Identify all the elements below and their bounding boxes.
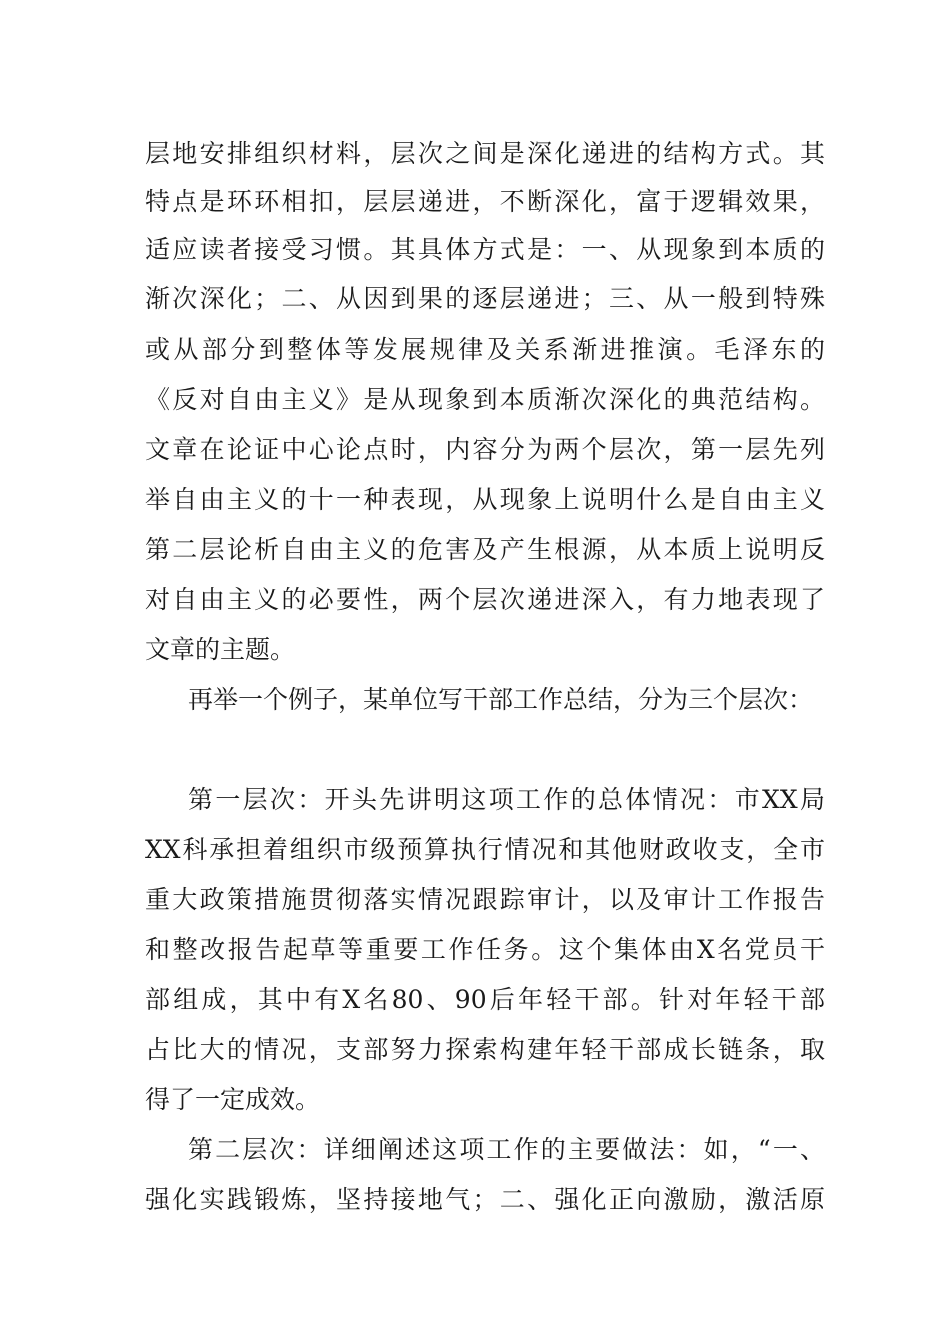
paragraph-line: 对自由主义的必要性，两个层次递进深入，有力地表现了 xyxy=(145,585,825,614)
paragraph-line-end: 文章的主题。 xyxy=(145,635,296,664)
paragraph-line: 重大政策措施贯彻落实情况跟踪审计，以及审计工作报告 xyxy=(145,885,825,914)
paragraph-line: 适应读者接受习惯。其具体方式是：一、从现象到本质的 xyxy=(145,235,825,264)
paragraph-line: 《反对自由主义》是从现象到本质渐次深化的典范结构。 xyxy=(145,385,825,414)
paragraph-line: 强化实践锻炼，坚持接地气；二、强化正向激励，激活原 xyxy=(145,1185,825,1214)
paragraph-line: 和整改报告起草等重要工作任务。这个集体由X名党员干 xyxy=(145,935,825,964)
paragraph-first-line: 第一层次：开头先讲明这项工作的总体情况：市XX局 xyxy=(188,785,825,814)
paragraph-line: XX科承担着组织市级预算执行情况和其他财政收支，全市 xyxy=(145,835,825,864)
paragraph-line: 文章在论证中心论点时，内容分为两个层次，第一层先列 xyxy=(145,435,825,464)
paragraph-line: 第二层论析自由主义的危害及产生根源，从本质上说明反 xyxy=(145,535,825,564)
paragraph-line: 或从部分到整体等发展规律及关系渐进推演。毛泽东的 xyxy=(145,335,825,364)
paragraph-line: 占比大的情况，支部努力探索构建年轻干部成长链条，取 xyxy=(145,1035,825,1064)
paragraph-line-end: 得了一定成效。 xyxy=(145,1085,321,1114)
paragraph-line: 渐次深化；二、从因到果的逐层递进；三、从一般到特殊 xyxy=(145,284,825,313)
paragraph-line: 特点是环环相扣，层层递进，不断深化，富于逻辑效果， xyxy=(145,187,825,216)
paragraph-first-line: 再举一个例子，某单位写干部工作总结，分为三个层次： xyxy=(188,685,814,714)
paragraph-first-line: 第二层次：详细阐述这项工作的主要做法：如，“一、 xyxy=(188,1135,825,1164)
paragraph-line: 举自由主义的十一种表现，从现象上说明什么是自由主义 xyxy=(145,485,825,514)
paragraph-line: 层地安排组织材料，层次之间是深化递进的结构方式。其 xyxy=(145,139,825,168)
paragraph-line: 部组成，其中有X名80、90后年轻干部。针对年轻干部 xyxy=(145,985,825,1014)
